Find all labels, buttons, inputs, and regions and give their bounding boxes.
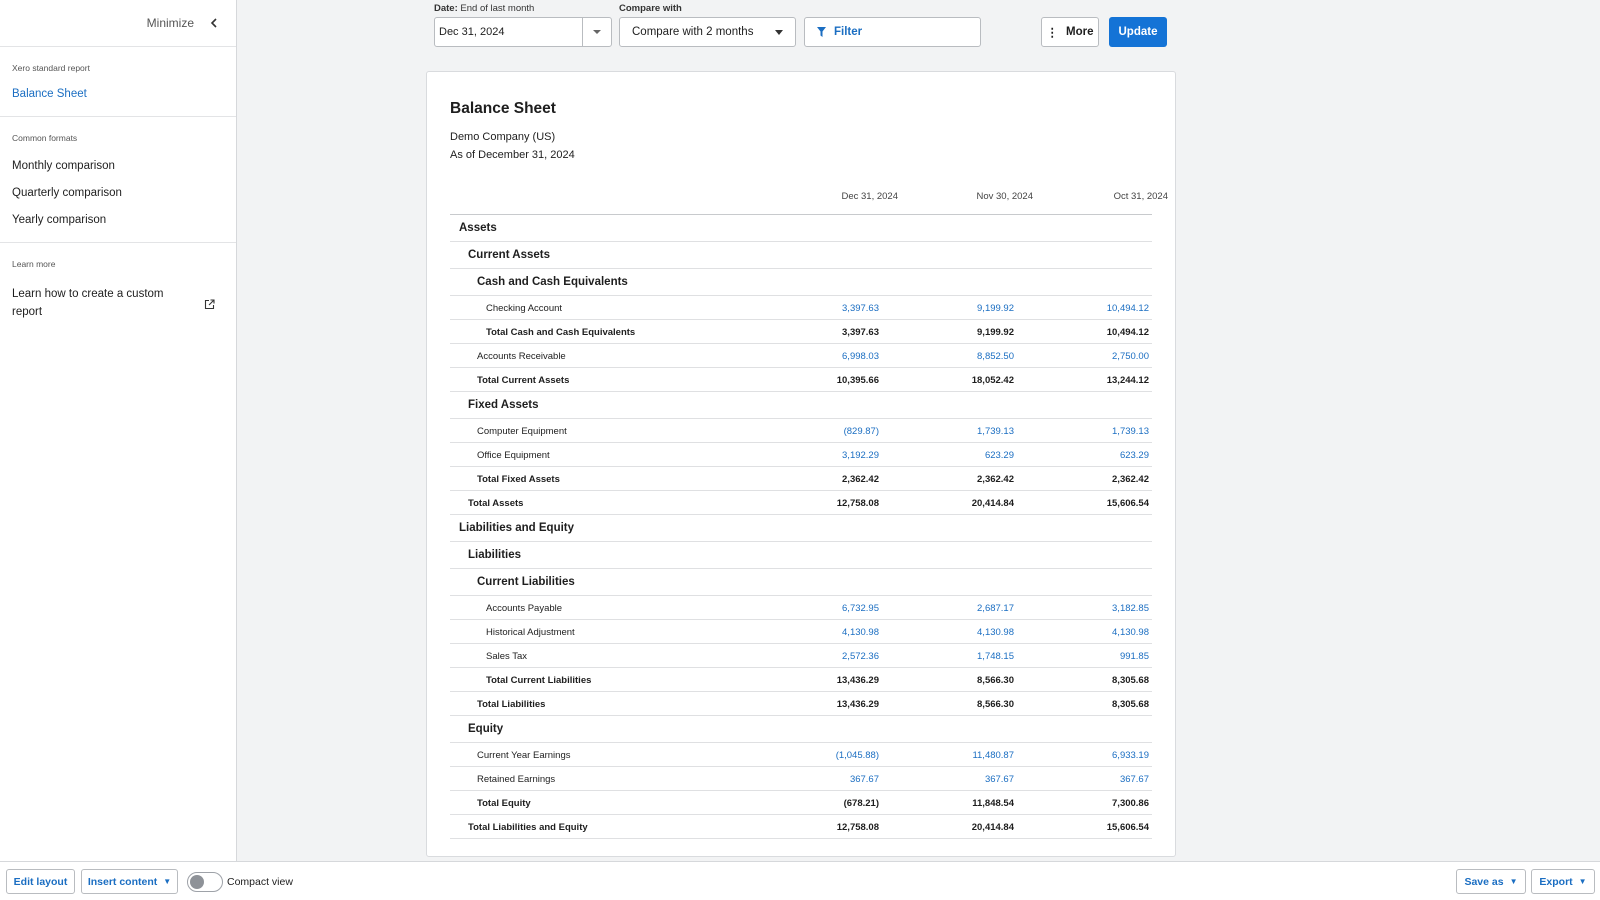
compare-value: Compare with 2 months	[632, 26, 754, 38]
section-header-row	[450, 515, 1152, 542]
bottom-toolbar	[0, 861, 1600, 900]
caret-down-icon: ▼	[1578, 877, 1587, 886]
format-yearly-comparison[interactable]: Yearly comparison	[12, 214, 107, 226]
cell-value[interactable]: 10,494.12	[1106, 303, 1149, 314]
row-label: Sales Tax	[486, 651, 528, 662]
cell-value[interactable]: 8,852.50	[977, 351, 1014, 362]
external-link-icon	[204, 297, 216, 309]
custom-report-link-text: Learn how to create a custom report	[12, 288, 164, 318]
standard-report-caption: Xero standard report	[12, 63, 90, 73]
row-label: Liabilities	[468, 549, 522, 561]
cell-value[interactable]: (829.87)	[843, 426, 879, 437]
total-row	[450, 815, 1152, 839]
caret-down-icon: ▼	[163, 877, 172, 886]
row-label: Accounts Receivable	[477, 351, 566, 362]
cell-value[interactable]: 367.67	[849, 774, 879, 785]
cell-value: 8,566.30	[977, 699, 1014, 710]
section-header-row	[450, 215, 1152, 242]
compare-select[interactable]	[619, 17, 796, 47]
row-label: Retained Earnings	[477, 774, 556, 785]
compare-label: Compare with	[619, 3, 682, 14]
compact-view-label: Compact view	[227, 876, 293, 888]
total-row	[450, 668, 1152, 692]
cell-value: 18,052.42	[971, 375, 1014, 386]
row-label: Total Liabilities	[477, 699, 546, 710]
table-row	[450, 296, 1152, 320]
row-label: Total Assets	[468, 498, 524, 509]
row-label: Total Cash and Cash Equivalents	[486, 327, 636, 338]
filter-button[interactable]	[804, 17, 981, 47]
report-title: Balance Sheet	[450, 100, 556, 117]
common-formats-section	[0, 117, 236, 243]
cell-value: 13,436.29	[836, 699, 879, 710]
insert-content-button[interactable]: Insert content ▼	[81, 869, 178, 894]
minimize-label[interactable]: Minimize	[146, 16, 194, 30]
row-label: Total Fixed Assets	[477, 474, 560, 485]
balance-sheet-table	[450, 215, 1152, 839]
cell-value[interactable]: 4,130.98	[1112, 627, 1149, 638]
cell-value: 10,395.66	[836, 375, 879, 386]
chevron-down-icon[interactable]	[583, 18, 611, 46]
cell-value[interactable]: 367.67	[984, 774, 1014, 785]
column-header-nov: Nov 30, 2024	[976, 191, 1033, 202]
more-dots-icon: ⋮	[1046, 27, 1058, 39]
cell-value[interactable]: 1,748.15	[977, 651, 1014, 662]
cell-value: 20,414.84	[971, 498, 1014, 509]
cell-value: 11,848.54	[972, 798, 1014, 809]
update-button[interactable]: Update	[1109, 17, 1167, 47]
cell-value[interactable]: 3,192.29	[842, 450, 879, 461]
section-header-row	[450, 542, 1152, 569]
cell-value[interactable]: 6,998.03	[842, 351, 879, 362]
table-row	[450, 767, 1152, 791]
table-row	[450, 644, 1152, 668]
edit-layout-button[interactable]: Edit layout	[6, 869, 75, 894]
balance-sheet-link[interactable]: Balance Sheet	[12, 88, 87, 100]
cell-value: 20,414.84	[971, 822, 1014, 833]
section-header-row	[450, 242, 1152, 269]
cell-value: 13,436.29	[836, 675, 879, 686]
report-date: As of December 31, 2024	[450, 149, 575, 161]
row-label: Total Equity	[477, 798, 531, 809]
common-formats-caption: Common formats	[12, 133, 78, 143]
cell-value[interactable]: 2,750.00	[1112, 351, 1149, 362]
cell-value: 2,362.42	[842, 474, 879, 485]
date-label: Date: End of last month	[434, 3, 535, 14]
save-as-button[interactable]: Save as ▼	[1456, 869, 1526, 894]
cell-value[interactable]: 1,739.13	[977, 426, 1014, 437]
cell-value: 2,362.42	[977, 474, 1014, 485]
cell-value[interactable]: (1,045.88)	[835, 750, 879, 761]
table-row	[450, 596, 1152, 620]
cell-value[interactable]: 9,199.92	[977, 303, 1014, 314]
row-label: Liabilities and Equity	[459, 522, 575, 534]
cell-value[interactable]: 367.67	[1119, 774, 1149, 785]
cell-value: 15,606.54	[1106, 498, 1149, 509]
total-row	[450, 320, 1152, 344]
cell-value[interactable]: 4,130.98	[842, 627, 879, 638]
row-label: Equity	[468, 723, 504, 735]
cell-value: 8,566.30	[977, 675, 1014, 686]
row-label: Historical Adjustment	[486, 627, 575, 638]
row-label: Total Liabilities and Equity	[468, 822, 588, 833]
chevron-left-icon[interactable]	[208, 17, 220, 29]
cell-value[interactable]: 991.85	[1119, 651, 1149, 662]
cell-value: 10,494.12	[1106, 327, 1149, 338]
row-label: Current Assets	[468, 249, 551, 261]
table-row	[450, 344, 1152, 368]
format-quarterly-comparison[interactable]: Quarterly comparison	[12, 187, 122, 199]
cell-value[interactable]: 3,182.85	[1112, 603, 1149, 614]
row-label: Cash and Cash Equivalents	[477, 276, 628, 288]
toggle-knob	[190, 875, 204, 889]
cell-value[interactable]: 3,397.63	[842, 303, 879, 314]
compact-view-toggle[interactable]	[187, 872, 223, 892]
table-row	[450, 443, 1152, 467]
row-label: Total Current Assets	[477, 375, 570, 386]
sidebar-header	[0, 0, 236, 47]
caret-down-icon: ▼	[1509, 877, 1518, 886]
date-selector[interactable]	[434, 17, 612, 47]
cell-value: 3,397.63	[842, 327, 879, 338]
section-header-row	[450, 392, 1152, 419]
filter-icon	[817, 27, 826, 37]
cell-value: (678.21)	[843, 798, 879, 809]
row-label: Fixed Assets	[468, 399, 539, 411]
cell-value: 2,362.42	[1112, 474, 1149, 485]
learn-more-caption: Learn more	[12, 259, 56, 269]
table-row	[450, 743, 1152, 767]
table-row	[450, 620, 1152, 644]
row-label: Total Current Liabilities	[486, 675, 592, 686]
section-header-row	[450, 569, 1152, 596]
total-row	[450, 692, 1152, 716]
row-label: Current Liabilities	[477, 576, 575, 588]
filter-label: Filter	[834, 26, 863, 38]
column-header-oct: Oct 31, 2024	[1113, 191, 1168, 202]
table-row	[450, 419, 1152, 443]
cell-value[interactable]: 6,933.19	[1112, 750, 1149, 761]
cell-value[interactable]: 1,739.13	[1112, 426, 1149, 437]
custom-report-link[interactable]	[12, 279, 224, 321]
cell-value: 8,305.68	[1112, 699, 1149, 710]
cell-value: 12,758.08	[836, 498, 879, 509]
report-card	[426, 71, 1176, 857]
cell-value[interactable]: 2,572.36	[842, 651, 879, 662]
cell-value: 12,758.08	[836, 822, 879, 833]
standard-report-section	[0, 47, 236, 117]
export-button[interactable]: Export ▼	[1531, 869, 1595, 894]
section-header-row	[450, 716, 1152, 743]
row-label: Accounts Payable	[486, 603, 563, 614]
sidebar	[0, 0, 237, 861]
total-row	[450, 491, 1152, 515]
row-label: Checking Account	[486, 303, 563, 314]
row-label: Assets	[459, 222, 497, 234]
cell-value: 9,199.92	[977, 327, 1014, 338]
cell-value: 7,300.86	[1112, 798, 1149, 809]
date-input[interactable]: Dec 31, 2024	[435, 18, 583, 46]
cell-value[interactable]: 6,732.95	[842, 603, 879, 614]
cell-value[interactable]: 11,480.87	[972, 750, 1014, 761]
cell-value[interactable]: 4,130.98	[977, 627, 1014, 638]
cell-value[interactable]: 2,687.17	[977, 603, 1014, 614]
section-header-row	[450, 269, 1152, 296]
learn-more-section	[0, 243, 236, 329]
cell-value: 8,305.68	[1112, 675, 1149, 686]
more-label: More	[1066, 26, 1094, 38]
cell-value: 13,244.12	[1106, 375, 1149, 386]
total-row	[450, 791, 1152, 815]
caret-down-icon	[775, 30, 783, 35]
company-name: Demo Company (US)	[450, 131, 556, 143]
format-monthly-comparison[interactable]: Monthly comparison	[12, 160, 115, 172]
total-row	[450, 368, 1152, 392]
cell-value: 15,606.54	[1106, 822, 1149, 833]
total-row	[450, 467, 1152, 491]
more-button[interactable]	[1041, 17, 1099, 47]
column-header-dec: Dec 31, 2024	[841, 191, 898, 202]
row-label: Computer Equipment	[477, 426, 567, 437]
cell-value[interactable]: 623.29	[1119, 450, 1149, 461]
row-label: Office Equipment	[477, 450, 550, 461]
row-label: Current Year Earnings	[477, 750, 571, 761]
cell-value[interactable]: 623.29	[984, 450, 1014, 461]
